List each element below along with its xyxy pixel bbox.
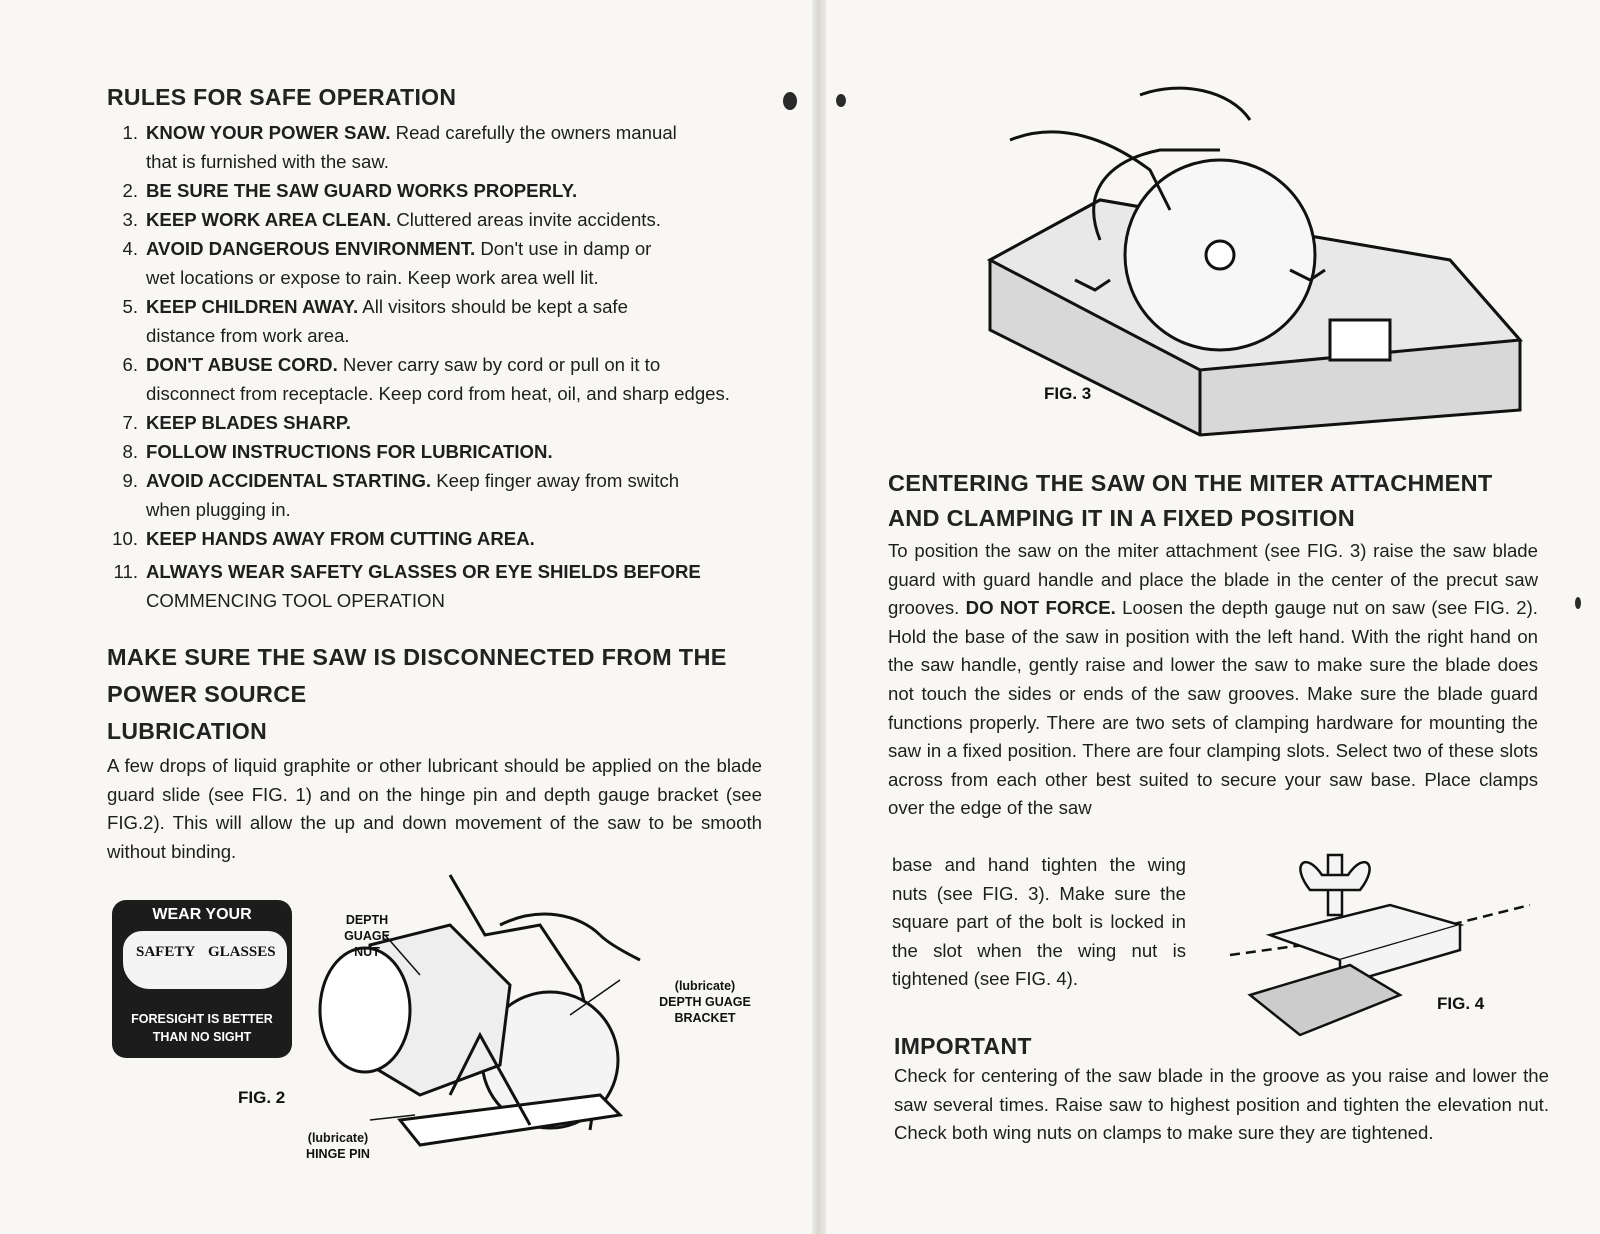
fig2-saw-illustration bbox=[300, 865, 640, 1165]
badge-line2b: GLASSES bbox=[208, 944, 276, 960]
badge-line3: FORESIGHT IS BETTER bbox=[131, 1012, 273, 1026]
rule-title: AVOID DANGEROUS ENVIRONMENT. bbox=[146, 238, 476, 259]
rule-number: 7. bbox=[122, 412, 138, 433]
rule-number: 5. bbox=[122, 296, 138, 317]
rule-item bbox=[104, 350, 764, 408]
page-fold bbox=[812, 0, 826, 1234]
rule-number: 4. bbox=[122, 238, 138, 259]
rule-title: ALWAYS WEAR SAFETY GLASSES OR EYE SHIELDS BEFORE bbox=[146, 561, 701, 582]
rule-text: Keep finger away from switch bbox=[431, 470, 680, 491]
callout-bracket-line1: (lubricate) bbox=[674, 979, 736, 993]
centering-text-part2: Loosen the depth gauge nut on saw (see FIG. 2). Hold the base of the saw in position with the left hand. With the right hand on the saw handle, gently raise and lower the saw to make sure the blade does not touch the sides or ends of the saw grooves. Make sure the blade guard functions properly. There are two sets of clamping hardware for mounting the saw in a fixed position. There are four clamping slots. Select two of these slots across from each other best suited to secure your saw base. Place clamps over the edge of the saw bbox=[888, 597, 1538, 819]
rule-continuation: that is furnished with the saw. bbox=[146, 151, 389, 172]
rule-title: AVOID ACCIDENTAL STARTING. bbox=[146, 470, 432, 491]
fig4-clamp-illustration bbox=[1210, 845, 1540, 1045]
rule-item bbox=[104, 466, 764, 524]
rule-text: Don't use in damp or bbox=[475, 238, 652, 259]
rule-continuation: distance from work area. bbox=[146, 325, 350, 346]
rule-title: KNOW YOUR POWER SAW. bbox=[146, 122, 391, 143]
safety-glasses-badge bbox=[112, 900, 292, 1058]
rule-title: KEEP WORK AREA CLEAN. bbox=[146, 209, 392, 230]
badge-line4: THAN NO SIGHT bbox=[152, 1030, 252, 1044]
rule-item bbox=[104, 205, 764, 234]
callout-nut-line1: DEPTH GUAGE bbox=[344, 913, 390, 943]
centering-heading-line1: CENTERING THE SAW ON THE MITER ATTACHMENT bbox=[888, 470, 1493, 496]
rule-number: 9. bbox=[122, 470, 138, 491]
important-text: Check for centering of the saw blade in the groove as you raise and lower the saw several times. Raise saw to highest position and tighten the elevation nut. Check both wing nuts on clamps to make sure they are tightened. bbox=[894, 1065, 1549, 1144]
callout-nut-line2: NUT bbox=[354, 945, 380, 959]
ink-speck bbox=[783, 92, 797, 110]
lubrication-heading: LUBRICATION bbox=[107, 718, 268, 744]
rule-item bbox=[104, 524, 764, 553]
rule-item bbox=[104, 437, 764, 466]
rule-item bbox=[104, 408, 764, 437]
rules-list bbox=[104, 118, 764, 615]
lubrication-text: A few drops of liquid graphite or other lubricant should be applied on the blade guard slide (see FIG. 1) and on the hinge pin and depth gauge bracket (see FIG.2). This will allow the up and down movement of the saw to be smooth without binding. bbox=[107, 755, 762, 862]
ink-speck bbox=[1575, 597, 1581, 609]
disconnect-heading-line2: POWER SOURCE bbox=[107, 681, 307, 707]
rule-number: 10. bbox=[112, 528, 138, 549]
rule-text: Read carefully the owners manual bbox=[390, 122, 677, 143]
rule-title: BE SURE THE SAW GUARD WORKS PROPERLY. bbox=[146, 180, 578, 201]
rule-number: 1. bbox=[122, 122, 138, 143]
badge-line1: WEAR YOUR bbox=[152, 906, 252, 923]
rule-continuation: when plugging in. bbox=[146, 499, 291, 520]
rule-continuation: disconnect from receptacle. Keep cord from heat, oil, and sharp edges. bbox=[146, 383, 730, 404]
fig2-label: FIG. 2 bbox=[238, 1088, 286, 1107]
callout-hinge-line2: HINGE PIN bbox=[306, 1147, 370, 1161]
rule-item bbox=[104, 292, 764, 350]
rule-item bbox=[104, 176, 764, 205]
rule-number: 2. bbox=[122, 180, 138, 201]
rule-number: 11. bbox=[113, 561, 138, 582]
callout-hinge-line1: (lubricate) bbox=[307, 1131, 369, 1145]
ink-speck bbox=[836, 94, 846, 107]
rule-title: KEEP HANDS AWAY FROM CUTTING AREA. bbox=[146, 528, 535, 549]
rule-item bbox=[104, 234, 764, 292]
rule-text: Cluttered areas invite accidents. bbox=[391, 209, 661, 230]
rule-continuation: COMMENCING TOOL OPERATION bbox=[146, 590, 445, 611]
callout-depth-gauge-bracket bbox=[650, 978, 760, 1026]
rule-text: All visitors should be kept a safe bbox=[358, 296, 628, 317]
rule-item bbox=[104, 557, 764, 615]
rules-heading: RULES FOR SAFE OPERATION bbox=[107, 84, 457, 110]
callout-bracket-line2: DEPTH GUAGE bbox=[659, 995, 751, 1009]
rule-title: FOLLOW INSTRUCTIONS FOR LUBRICATION. bbox=[146, 441, 553, 462]
badge-line2a: SAFETY bbox=[136, 944, 196, 960]
rule-number: 8. bbox=[122, 441, 138, 462]
fig4-label: FIG. 4 bbox=[1437, 994, 1485, 1013]
rule-number: 3. bbox=[122, 209, 138, 230]
rule-title: KEEP BLADES SHARP. bbox=[146, 412, 351, 433]
rule-title: KEEP CHILDREN AWAY. bbox=[146, 296, 359, 317]
rule-text: Never carry saw by cord or pull on it to bbox=[337, 354, 661, 375]
rule-title: DON'T ABUSE CORD. bbox=[146, 354, 338, 375]
centering-text-part1: To position the saw on the miter attachment (see FIG. 3) raise the saw blade guard with guard handle and place the blade in the center of the precut saw grooves. bbox=[888, 540, 1538, 619]
centering-text-continued: base and hand tighten the wing nuts (see FIG. 3). Make sure the square part of the bolt is locked in the slot when the wing nut is tightened (see FIG. 4). bbox=[892, 854, 1186, 990]
rule-item bbox=[104, 118, 764, 176]
callout-hinge-pin bbox=[298, 1130, 378, 1162]
centering-heading-line2: AND CLAMPING IT IN A FIXED POSITION bbox=[888, 505, 1356, 531]
callout-depth-gauge-nut bbox=[322, 912, 412, 960]
callout-bracket-line3: BRACKET bbox=[674, 1011, 736, 1025]
disconnect-heading-line1: MAKE SURE THE SAW IS DISCONNECTED FROM THE bbox=[107, 644, 727, 670]
rule-number: 6. bbox=[122, 354, 138, 375]
important-heading: IMPORTANT bbox=[894, 1033, 1032, 1059]
rule-continuation: wet locations or expose to rain. Keep work area well lit. bbox=[146, 267, 599, 288]
fig3-label: FIG. 3 bbox=[1044, 384, 1092, 403]
do-not-force-text: DO NOT FORCE. bbox=[959, 597, 1116, 619]
centering-text bbox=[888, 537, 1538, 823]
